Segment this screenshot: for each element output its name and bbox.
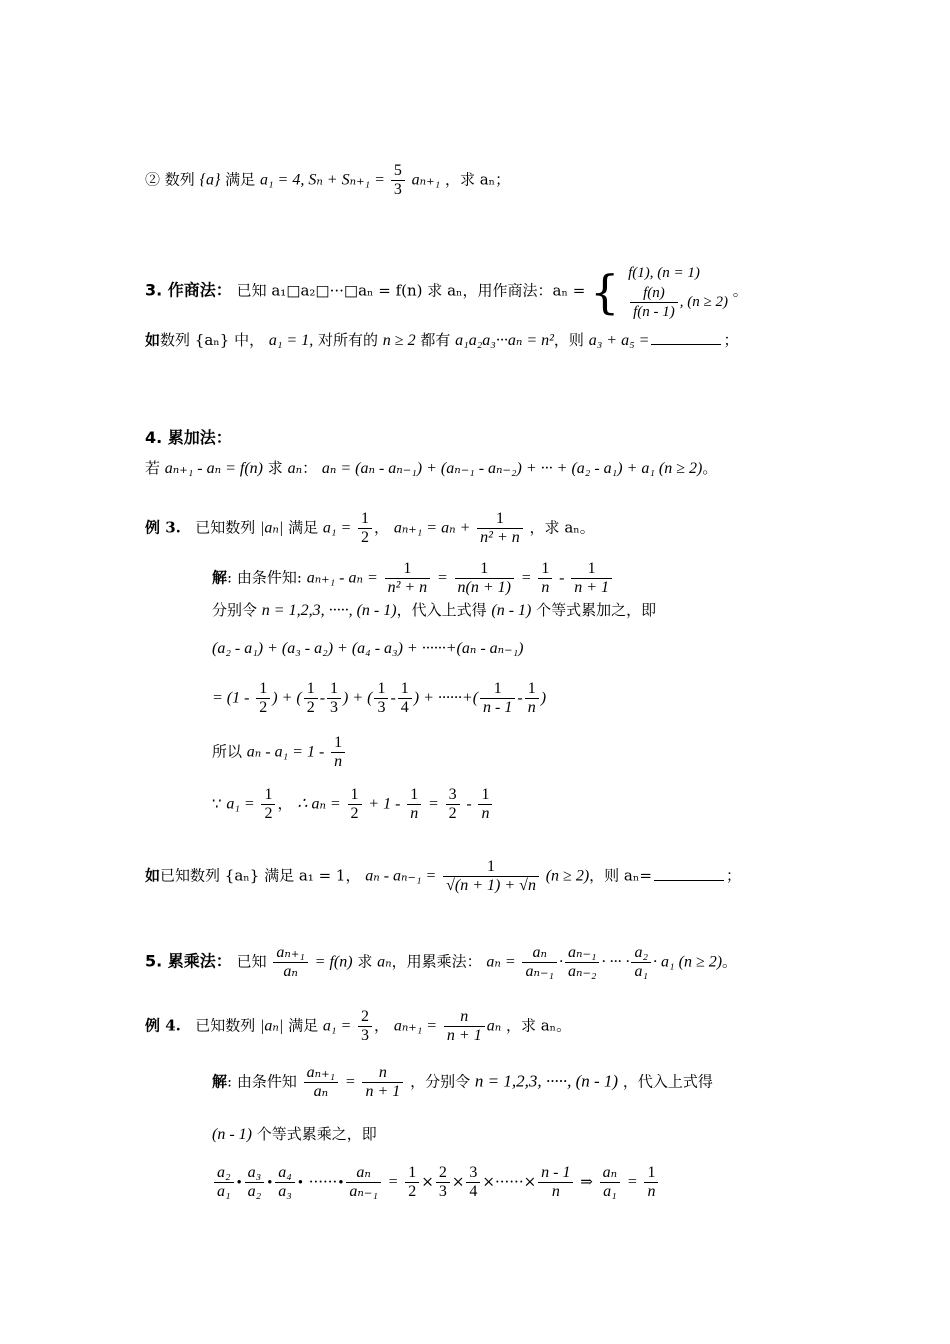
answer-blank [651,332,721,345]
condition-label: 满足 [225,170,256,189]
section-3-line: 3. 作商法： 已知 a₁□a₂□···□aₙ = f(n) 求 aₙ，用作商法：aₙ = { f(1), (n = 1) $\frac{f(n)}{f(n - 1)}$ , (n ≥ 2) 。 [145,262,748,321]
example-4-solution-3: $\frac{\text{a₂}}{\text{a₁}}$ • $\frac{\text{a₃}}{\text{a₂}}$ • $\frac{\text{a₄}}{\text{a₃}}$ • ······• $\frac{\text{aₙ}}{\text{aₙ₋₁}}$ = $\frac{1}{2}$ × $\frac{2}{3}$ × $\frac{3}{4}$ ×······× $\frac{n - 1}{n}$ ⇒ $\frac{\text{aₙ}}{\text{a₁}}$ = $\frac{1}{n}$ [212,1164,660,1201]
example-3-solution-1: 解: 由条件知: aₙ₊₁ - aₙ = $\frac{1}{\text{n² + n}}$ = $\frac{1}{n(n + 1)}$ = $\frac{1}{n}$ - $\frac{1}{n + 1}$ [212,560,614,597]
problem-2-label: ② 数列 [145,170,195,189]
example-3-solution-5: 所以 aₙ - a₁ = 1 - $\frac{1}{n}$ [212,734,347,771]
section-4-formula: 若 aₙ₊₁ - aₙ = f(n) 求 aₙ： aₙ = (aₙ - aₙ₋₁) + (aₙ₋₁ - aₙ₋₂) + ··· + (a₂ - a₁) + a₁ (n ≥ 2)。 [145,459,718,477]
piecewise-cases: f(1), (n = 1) $\frac{f(n)}{f(n - 1)}$ , (n ≥ 2) [628,265,729,320]
section-5-line: 5. 累乘法： 已知 $\frac{\text{aₙ₊₁}}{\text{aₙ}}$ = f(n) 求 aₙ，用累乘法： aₙ = $\frac{\text{aₙ}}{\text{aₙ₋₁}}$ · $\frac{\text{aₙ₋₁}}{\text{aₙ₋₂}}$ · ··· · $\frac{\text{a₂}}{\text{a₁}}$ · a₁ (n ≥ 2)。 [145,944,738,980]
section-4-title: 4. 累加法： [145,428,232,447]
problem-2-line: ② 数列 {a} 满足 a₁ = 4, Sₙ + Sₙ₊₁ = $\frac{5}{3}$ aₙ₊₁ ，求 aₙ； [145,162,511,198]
example-3-solution-2: 分别令 n = 1,2,3, ·····, (n - 1)，代入上式得 (n - 1) 个等式累加之，即 [212,601,657,619]
condition-expr: a₁ = 4, Sₙ + Sₙ₊₁ = [259,171,389,189]
example-3-solution-4: = (1 - $\frac{1}{2}$ ) + ( $\frac{1}{2}$ - $\frac{1}{3}$ ) + ( $\frac{1}{3}$ - $\frac{1}{4}$ ) + ······+( $\frac{1}{n - 1}$ - $\frac{1}{n}$ ) [212,680,547,716]
set-notation: {a [199,171,214,189]
section-3-title: 3. 作商法： [145,280,232,300]
ask-text: ，求 aₙ； [444,170,511,189]
section-3-desc: 已知 a₁□a₂□···□aₙ = f(n) 求 aₙ，用作商法：aₙ = [236,281,586,300]
example-3-solution-3: (a₂ - a₁) + (a₃ - a₂) + (a₄ - a₃) + ······+(aₙ - aₙ₋₁) [212,640,524,657]
example-4-solution-2: (n - 1) 个等式累乘之，即 [212,1125,377,1143]
example-4: 例 4. 已知数列 |aₙ| 满足 a₁ = $\frac{2}{3}$ ， aₙ₊₁ = $\frac{n}{n + 1}$ aₙ ，求 aₙ。 [145,1008,572,1044]
section-4-practice: 如已知数列 {aₙ} 满足 a₁ = 1， aₙ - aₙ₋₁ = $\frac{1}{√(n + 1) + √n}$ (n ≥ 2)，则 aₙ= ； [145,858,741,894]
example-4-solution-1: 解: 由条件知 $\frac{\text{aₙ₊₁}}{\text{aₙ}}$ = $\frac{n}{n + 1}$ ，分别令 n = 1,2,3, ·····, (n - 1) ，代入上式得 [212,1064,713,1100]
example-3-solution-6: ∵ a₁ = $\frac{1}{2}$ ， ∴ aₙ = $\frac{1}{2}$ + 1 - $\frac{1}{n}$ = $\frac{3}{2}$ - $\frac{1}{n}$ [212,786,494,823]
condition-tail: aₙ₊₁ [411,171,441,189]
answer-blank-2 [654,868,724,881]
section-3-example: 如数列 {aₙ} 中， a₁ = 1, 对所有的 n ≥ 2 都有 a₁a₂a₃···aₙ = n²，则 a₃ + a₅ = ； [145,331,739,349]
fraction-5-3: $\frac{5}{3}$ [391,162,405,199]
example-3: 例 3. 已知数列 |aₙ| 满足 a₁ = $\frac{1}{2}$ ， aₙ₊₁ = aₙ + $\frac{1}{\text{n² + n}}$ ，求 aₙ。 [145,510,595,546]
